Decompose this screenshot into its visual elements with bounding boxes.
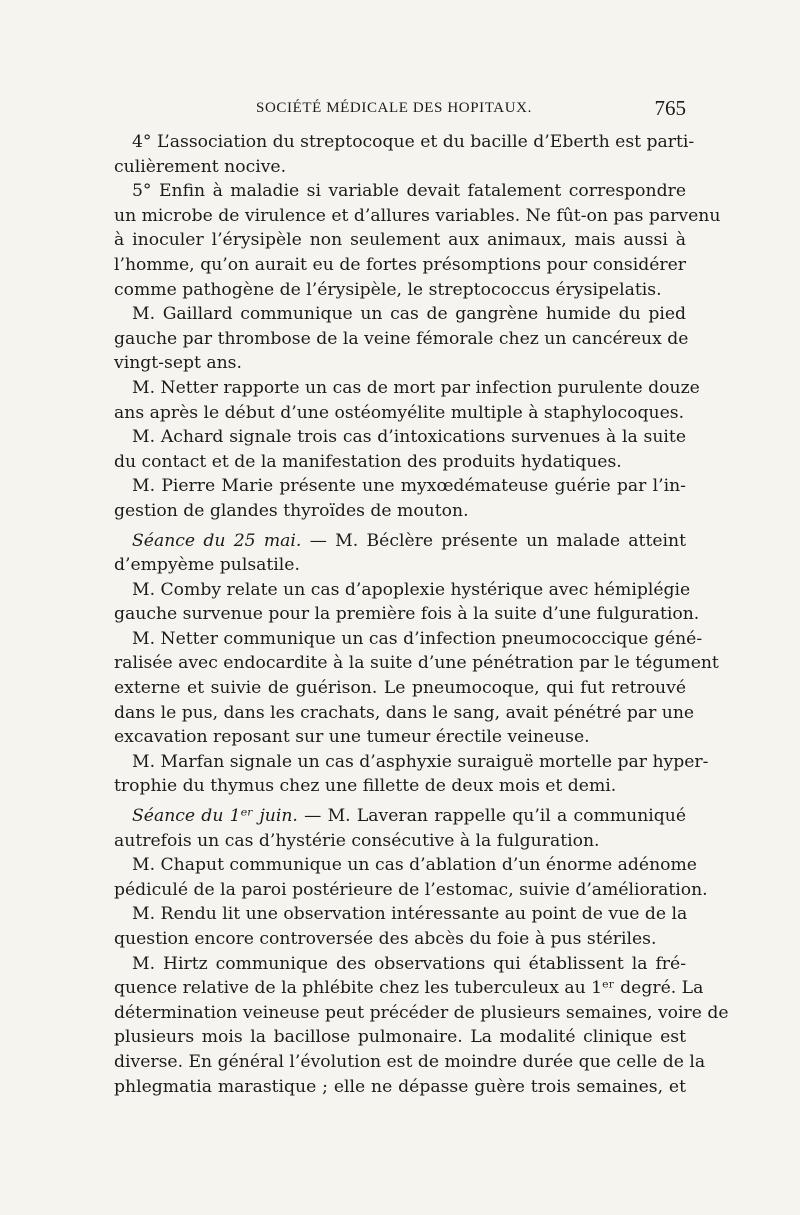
text-line: à inoculer l’érysipèle non seulement aux animaux, mais aussi à: [114, 230, 686, 251]
text-line: M. Hirtz communique des observations qui établissent la fré-: [132, 953, 686, 974]
body-text: [114, 130, 729, 1099]
text-line: M. Netter rapporte un cas de mort par infection purulente douze: [132, 377, 700, 398]
text-line: M. Achard signale trois cas d’intoxications survenues à la suite: [132, 427, 686, 448]
seance-text: — M. Béclère présente un malade atteint: [309, 530, 686, 551]
text-line: M. Pierre Marie présente une myxœdémateuse guérie par l’in-: [132, 476, 686, 497]
text-line: excavation reposant sur une tumeur érectile veineuse.: [114, 727, 590, 748]
text-line: dans le pus, dans les crachats, dans le sang, avait pénétré par une: [114, 702, 695, 723]
text-line: M. Chaput communique un cas d’ablation d’un énorme adénome: [132, 855, 697, 876]
text-line: un microbe de virulence et d’allures variables. Ne fût-on pas parvenu: [114, 205, 721, 226]
text-line: du contact et de la manifestation des produits hydatiques.: [114, 451, 622, 472]
text-line: vingt-sept ans.: [114, 353, 242, 374]
seance-label: Séance du 1ᵉʳ juin.: [132, 806, 298, 827]
text-line: d’empyème pulsatile.: [114, 555, 300, 576]
text-line: 4° L’association du streptocoque et du bacille d’Eberth est parti-: [132, 132, 695, 152]
text-line: externe et suivie de guérison. Le pneumocoque, qui fut retrouvé: [114, 678, 686, 699]
text-line: phlegmatia marastique ; elle ne dépasse guère trois semaines, et: [114, 1076, 686, 1097]
text-line: ans après le début d’une ostéomyélite multiple à staphylocoques.: [114, 402, 685, 423]
text-line: plusieurs mois la bacillose pulmonaire. La modalité clinique est: [114, 1027, 686, 1048]
text-line: quence relative de la phlébite chez les tuberculeux au 1ᵉʳ degré. La: [114, 978, 704, 999]
page-number: 765: [654, 96, 686, 120]
text-line: ralisée avec endocardite à la suite d’une pénétration par le tégument: [114, 653, 719, 674]
text-line: M. Netter communique un cas d’infection pneumococcique géné-: [132, 628, 703, 649]
text-line: gauche survenue pour la première fois à la suite d’une fulguration.: [114, 604, 700, 625]
text-line: diverse. En général l’évolution est de moindre durée que celle de la: [114, 1051, 706, 1072]
seance-line: [114, 529, 686, 554]
text-line: M. Comby relate un cas d’apoplexie hystérique avec hémiplégie: [132, 579, 691, 600]
text-line: gauche par thrombose de la veine fémorale chez un cancéreux de: [114, 328, 689, 349]
text-line: autrefois un cas d’hystérie consécutive à la fulguration.: [114, 830, 600, 851]
seance-line: [114, 804, 686, 829]
text-line: 5° Enfin à maladie si variable devait fatalement correspondre: [132, 181, 686, 202]
text-line: trophie du thymus chez une fillette de deux mois et demi.: [114, 776, 617, 797]
text-line: M. Marfan signale un cas d’asphyxie suraiguë mortelle par hyper-: [132, 751, 709, 772]
text-line: M. Rendu lit une observation intéressante au point de vue de la: [132, 904, 688, 925]
seance-text: — M. Laveran rappelle qu’il a communiqué: [304, 806, 687, 827]
text-line: gestion de glandes thyroïdes de mouton.: [114, 500, 469, 521]
text-line: détermination veineuse peut précéder de plusieurs semaines, voire de: [114, 1002, 729, 1023]
text-line: culièrement nocive.: [114, 156, 287, 177]
text-line: comme pathogène de l’érysipèle, le streptococcus érysipelatis.: [114, 279, 662, 300]
page-header: [114, 96, 686, 124]
running-head: SOCIÉTÉ MÉDICALE DES HOPITAUX.: [256, 100, 532, 116]
text-line: M. Gaillard communique un cas de gangrène humide du pied: [132, 304, 686, 325]
text-line: l’homme, qu’on aurait eu de fortes présomptions pour considérer: [114, 254, 686, 275]
text-line: question encore controversée des abcès du foie à pus stériles.: [114, 929, 657, 949]
text-line: pédiculé de la paroi postérieure de l’estomac, suivie d’amélioration.: [114, 879, 708, 900]
seance-label: Séance du 25 mai.: [132, 530, 302, 551]
